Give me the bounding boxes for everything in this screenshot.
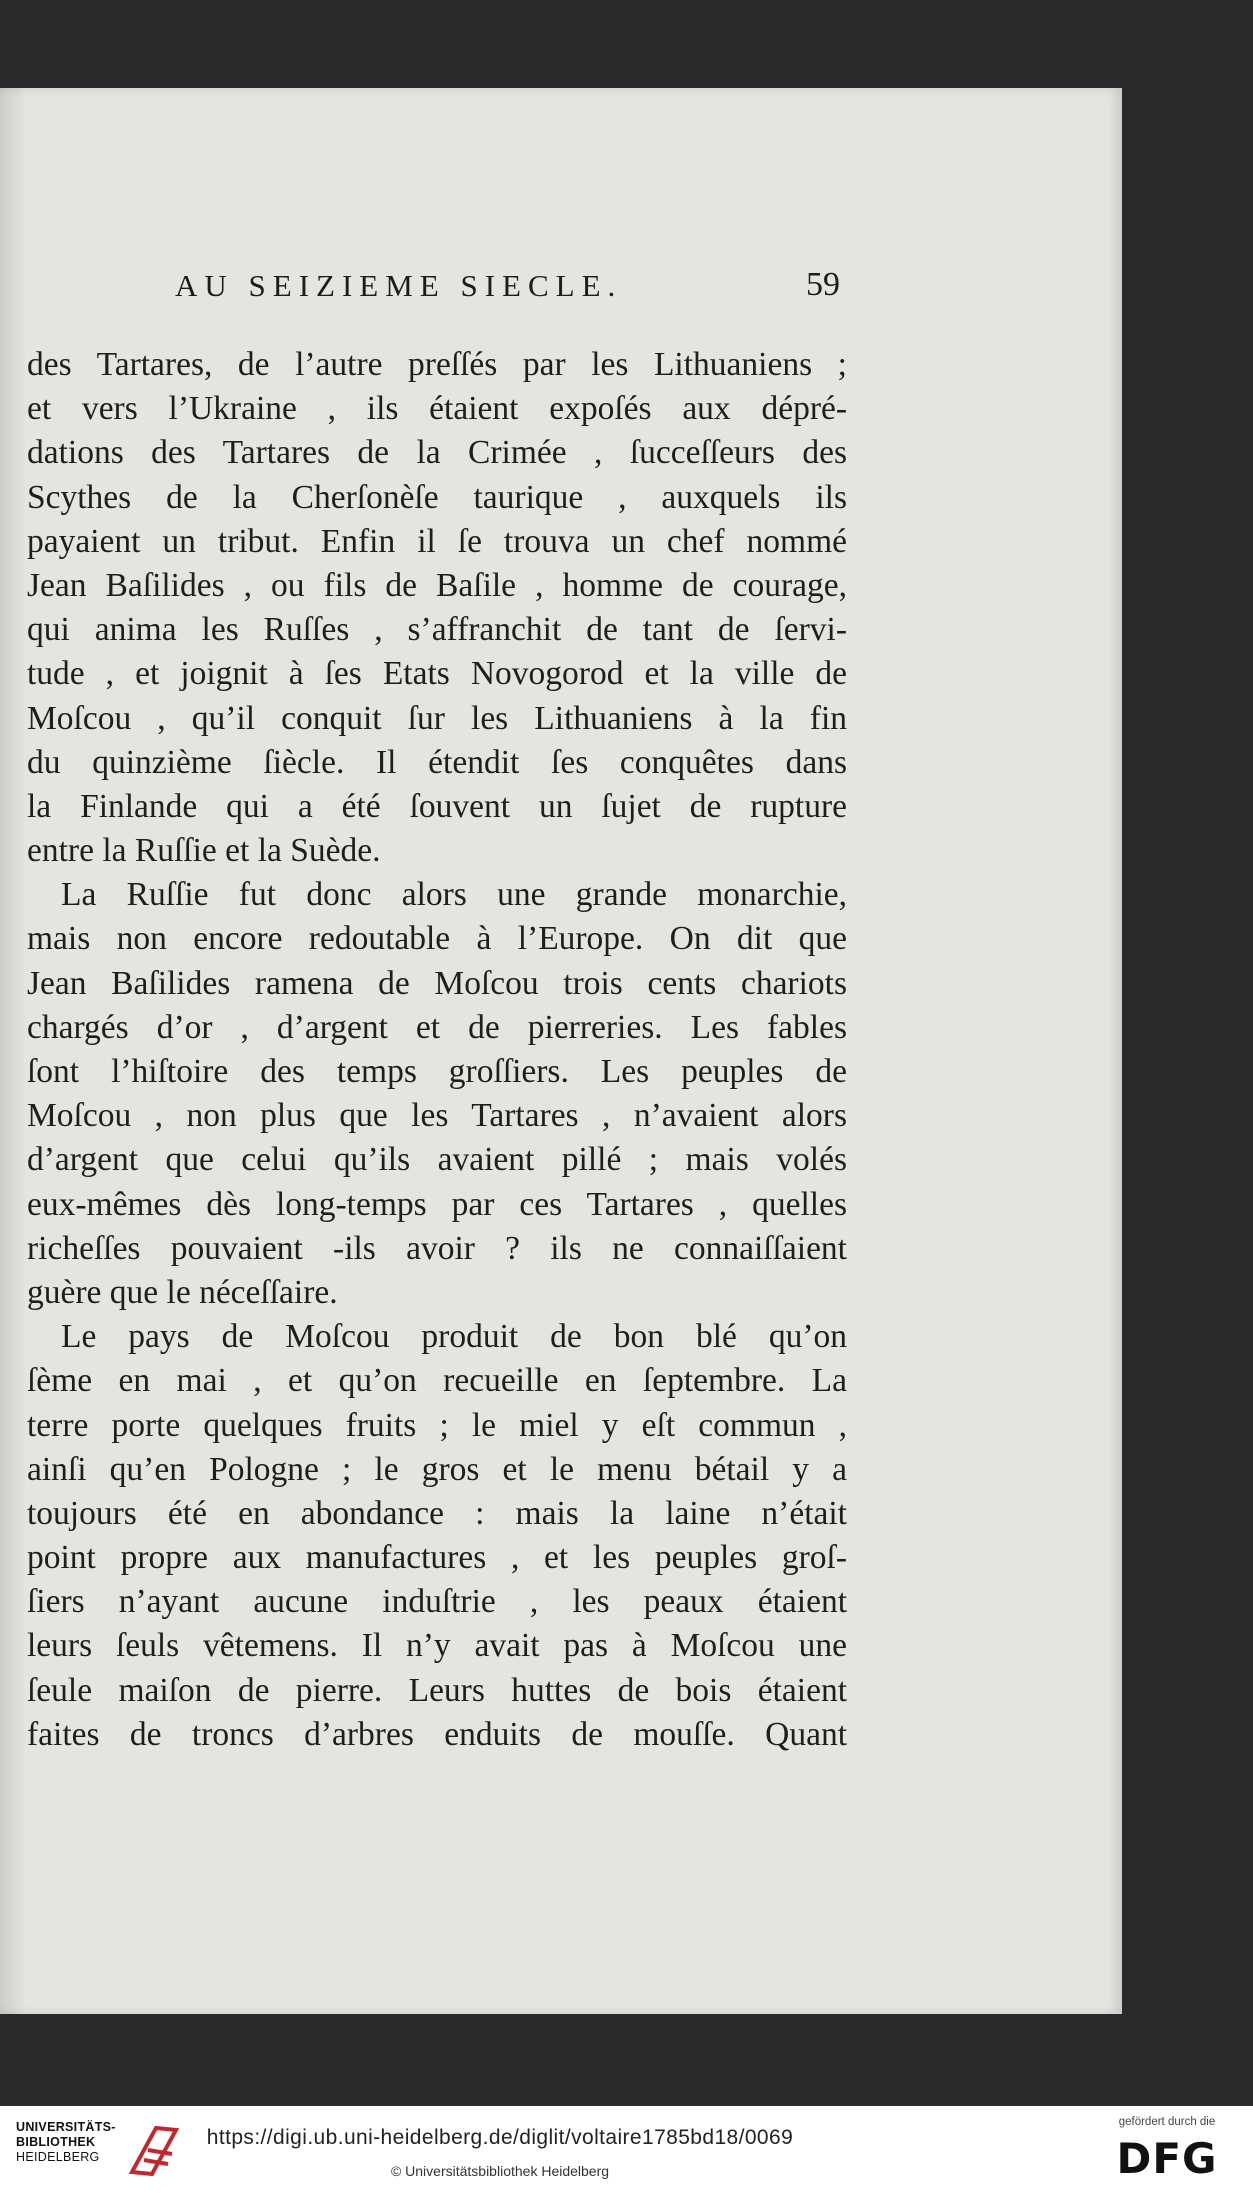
text-line: terre porte quelques fruits ; le miel y eſt commun , <box>27 1406 847 1444</box>
library-mark-icon <box>126 2120 182 2180</box>
dfg-logo: DFG <box>1116 2134 1218 2183</box>
text-line: du quinzième ſiècle. Il étendit ſes conquêtes dans <box>27 743 847 781</box>
paragraph-start-line: Le pays de Moſcou produit de bon blé qu’on <box>61 1318 847 1356</box>
paragraph-end-line: entre la Ruſſie et la Suède. <box>27 832 381 870</box>
text-line: Scythes de la Cherſonèſe taurique , auxquels ils <box>27 478 847 516</box>
text-line: mais non encore redoutable à l’Europe. On dit que <box>27 920 847 958</box>
text-line: leurs ſeuls vêtemens. Il n’y avait pas à Moſcou une <box>27 1627 847 1665</box>
library-name <box>16 2120 116 2165</box>
text-line: ſiers n’ayant aucune induſtrie , les peaux étaient <box>27 1583 847 1621</box>
text-line: ſème en mai , et qu’on recueille en ſeptembre. La <box>27 1362 847 1400</box>
page-number: 59 <box>806 266 840 303</box>
text-line: ſeule maiſon de pierre. Leurs huttes de bois étaient <box>27 1671 847 1709</box>
text-line: ainſi qu’en Pologne ; le gros et le menu bétail y a <box>27 1450 847 1488</box>
text-line: d’argent que celui qu’ils avaient pillé ; mais volés <box>27 1141 847 1179</box>
library-name-line: BIBLIOTHEK <box>16 2135 96 2149</box>
funder-logo[interactable] <box>1107 2116 1227 2186</box>
library-name-line: UNIVERSITÄTS- <box>16 2120 116 2134</box>
text-line: chargés d’or , d’argent et de pierreries. Les fables <box>27 1008 847 1046</box>
book-page <box>0 88 1122 2014</box>
permalink-url[interactable]: https://digi.ub.uni-heidelberg.de/diglit/voltaire1785bd18/0069 <box>206 2126 794 2149</box>
running-head <box>175 268 840 308</box>
text-line: faites de troncs d’arbres enduits de mouſſe. Quant <box>27 1715 847 1753</box>
running-title: AU SEIZIEME SIECLE. <box>175 268 623 303</box>
text-line: qui anima les Ruſſes , s’affranchit de tant de ſervi- <box>27 611 847 649</box>
text-line: point propre aux manufactures , et les peuples groſ- <box>27 1539 847 1577</box>
library-logo[interactable] <box>16 2120 186 2182</box>
viewer-footer <box>0 2106 1253 2194</box>
text-line: payaient un tribut. Enfin il ſe trouva un chef nommé <box>27 522 847 560</box>
text-line: richeſſes pouvaient -ils avoir ? ils ne connaiſſaient <box>27 1229 847 1267</box>
text-line: Moſcou , non plus que les Tartares , n’avaient alors <box>27 1097 847 1135</box>
text-line: ſont l’hiſtoire des temps groſſiers. Les peuples de <box>27 1053 847 1090</box>
body-text <box>27 343 847 1757</box>
text-line: toujours été en abondance : mais la laine n’était <box>27 1494 847 1532</box>
text-line: dations des Tartares de la Crimée , ſucceſſeurs des <box>27 434 847 472</box>
paragraph-start-line: La Ruſſie fut donc alors une grande monarchie, <box>61 876 847 914</box>
funder-caption: gefördert durch die <box>1118 2116 1216 2128</box>
text-line: tude , et joignit à ſes Etats Novogorod et la ville de <box>27 655 847 693</box>
spine-shadow <box>0 88 26 2014</box>
paragraph-end-line: guère que le néceſſaire. <box>27 1273 338 1311</box>
text-line: Jean Baſilides , ou fils de Baſile , homme de courage, <box>27 566 847 604</box>
library-city: HEIDELBERG <box>16 2150 100 2164</box>
text-line: et vers l’Ukraine , ils étaient expoſés aux dépré- <box>27 390 847 428</box>
text-line: eux-mêmes dès long-temps par ces Tartares , quelles <box>27 1185 847 1223</box>
copyright-notice: © Universitätsbibliothek Heidelberg <box>390 2163 610 2179</box>
text-line: des Tartares, de l’autre preſſés par les Lithuaniens ; <box>27 346 847 383</box>
text-line: la Finlande qui a été ſouvent un ſujet de rupture <box>27 787 847 825</box>
text-line: Jean Baſilides ramena de Moſcou trois cents chariots <box>27 964 847 1002</box>
text-line: Moſcou , qu’il conquit ſur les Lithuaniens à la fin <box>27 699 847 737</box>
